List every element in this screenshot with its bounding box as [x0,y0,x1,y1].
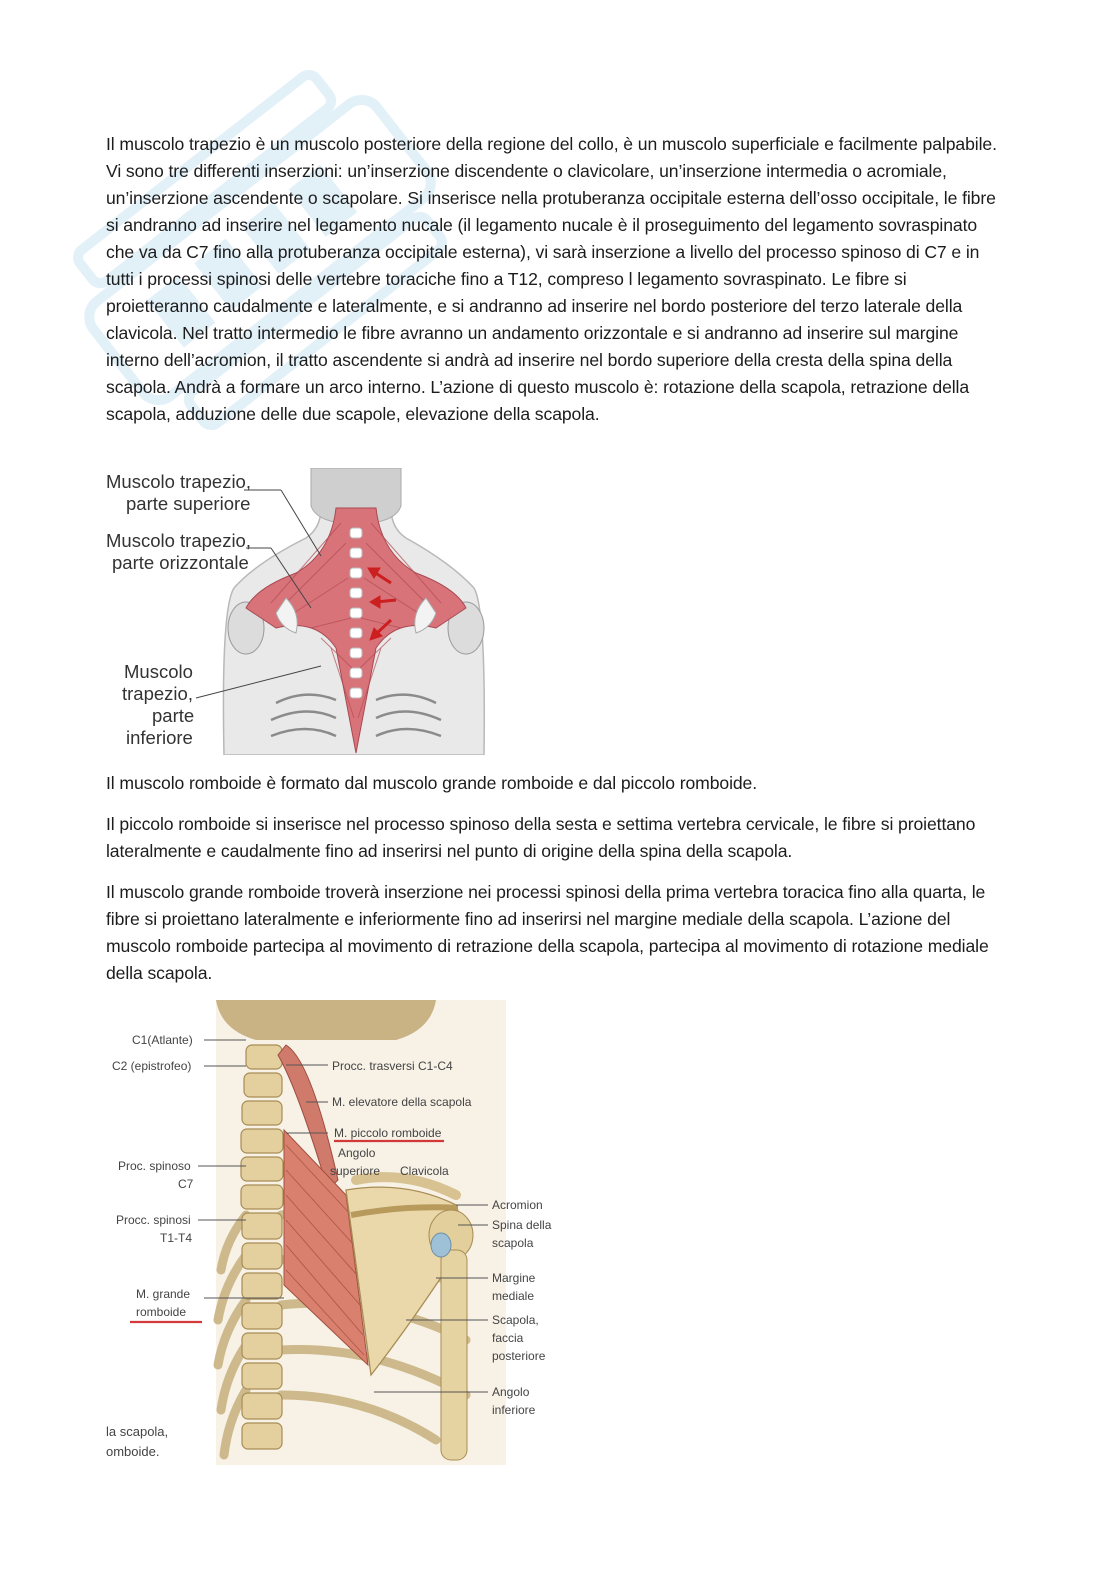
paragraph-trapezio: Il muscolo trapezio è un muscolo posteriore della regione del collo, è un muscolo superficiale e facilmente palpabile. Vi sono tre differenti inserzioni: un’inserzione discendente o clavicolare, un’inserzione intermedia o acromiale, un’inserzione ascendente o scapolare. Si inserisce nella protuberanza occipitale esterna dell’osso occipitale, le fibre si andranno ad inserire nel legamento nucale (il legamento nucale è il proseguimento del legamento sovraspinato che va da C7 fino alla protuberanza occipitale esterna), vi sarà inserzione a livello del processo spinoso di C7 e in tutti i processi spinosi delle vertebre toraciche fino a T12, compreso l legamento sovraspinato. Le fibre si proietteranno caudalmente e lateralmente, e si andranno ad inserire nel bordo posteriore del terzo laterale della clavicola. Nel tratto intermedio le fibre avranno un andamento orizzontale e si andranno ad inserire sul margine interno dell’acromion, il tratto ascendente si andrà ad inserire nel bordo superiore della cresta della spina della scapola. Andrà a formare un arco interno. L’azione di questo muscolo è: rotazione della scapola, retrazione della scapola, adduzione delle due scapole, elevazione della scapola. [106,134,997,424]
label-trapezio-inferiore-2: trapezio, [122,683,193,704]
label-c1: C1(Atlante) [132,1033,193,1047]
label-margine-1: Margine [492,1271,536,1285]
label-c2: C2 (epistrofeo) [112,1059,192,1073]
label-angolo-inf-2: inferiore [492,1403,536,1417]
label-scapola-3: posteriore [492,1349,546,1363]
figure-romboide [106,1000,566,1470]
label-margine-2: mediale [492,1289,535,1303]
label-proc-spinoso-2: C7 [178,1177,194,1191]
label-acromion: Acromion [492,1198,543,1212]
label-proc-spinosi-1: Procc. spinosi [116,1213,191,1227]
label-trapezio-superiore-1: Muscolo trapezio, [106,471,251,492]
torso-illustration [223,468,484,755]
caption-line-1: la scapola, [106,1424,169,1439]
label-angolo-sup-2: superiore [330,1164,381,1178]
paragraph-piccolo-romboide: Il piccolo romboide si inserisce nel processo spinoso della sesta e settima vertebra cervicale, le fibre si proiettano lateralmente e caudalmente fino ad inserirsi nel punto di origine della spina della scapola. [106,814,976,861]
label-trapezio-inferiore-4: inferiore [126,727,193,748]
label-procc-trasversi: Procc. trasversi C1-C4 [332,1059,453,1073]
label-spina-1: Spina della [492,1218,552,1232]
label-elevatore: M. elevatore della scapola [332,1095,472,1109]
label-proc-spinosi-2: T1-T4 [160,1231,193,1245]
label-proc-spinoso-1: Proc. spinoso [118,1159,191,1173]
paragraph-romboide-intro: Il muscolo romboide è formato dal muscolo grande romboide e dal piccolo romboide. [106,773,758,793]
label-trapezio-orizzontale-2: parte orizzontale [112,552,249,573]
caption-line-2: omboide. [106,1444,160,1459]
label-scapola-2: faccia [492,1331,524,1345]
label-angolo-sup-1: Angolo [338,1146,376,1160]
label-scapola-1: Scapola, [492,1313,539,1327]
paragraph-grande-romboide: Il muscolo grande romboide troverà inserzione nei processi spinosi della prima vertebra toracica fino alla quarta, le fibre si proiettano lateralmente e inferiormente fino ad inserirsi nel margine mediale della scapola. L’azione del muscolo romboide partecipa al movimento di retrazione della scapola, partecipa al movimento di rotazione mediale della scapola. [106,882,989,983]
label-piccolo-romboide: M. piccolo romboide [334,1126,442,1140]
label-trapezio-orizzontale-1: Muscolo trapezio, [106,530,251,551]
label-angolo-inf-1: Angolo [492,1385,530,1399]
label-clavicola: Clavicola [400,1164,449,1178]
label-spina-2: scapola [492,1236,534,1250]
label-trapezio-inferiore-1: Muscolo [124,661,193,682]
figure-trapezio [106,468,486,755]
label-trapezio-inferiore-3: parte [152,705,195,726]
label-grande-2: romboide [136,1305,187,1319]
label-trapezio-superiore-2: parte superiore [126,493,251,514]
label-grande-1: M. grande [136,1287,191,1301]
